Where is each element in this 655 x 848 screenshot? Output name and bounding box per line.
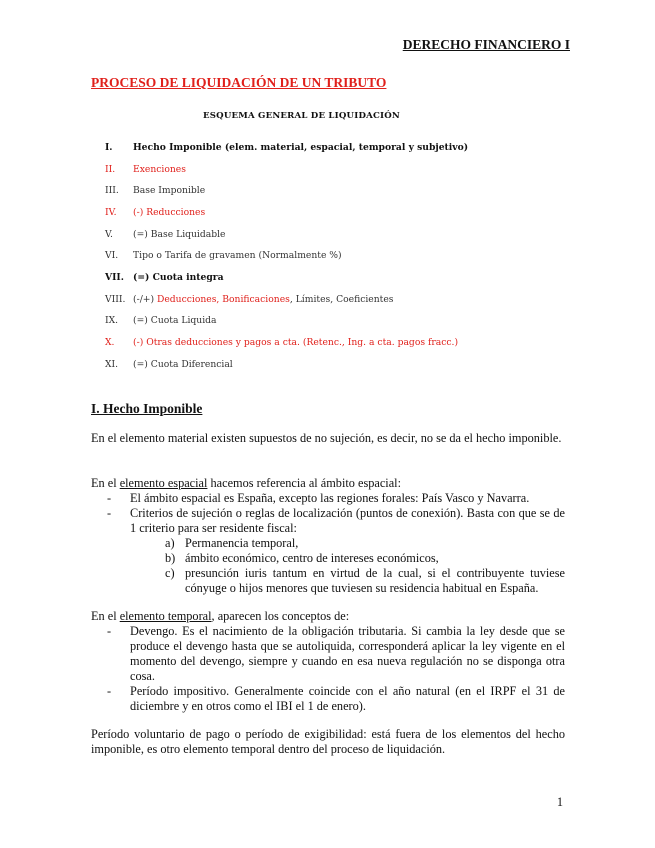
dash-marker: - bbox=[107, 684, 112, 698]
scheme-row-text: Tipo o Tarifa de gravamen (Normalmente %) bbox=[133, 250, 342, 261]
bullet-text: Criterios de sujeción o reglas de localización (puntos de conexión). Basta con que se de 1 criterio para ser residente fiscal: bbox=[130, 506, 565, 535]
scheme-row-num: VI. bbox=[105, 250, 119, 261]
paragraph-pre: En el bbox=[91, 476, 120, 490]
term-elemento-espacial: elemento espacial bbox=[119, 476, 208, 490]
scheme-row-num: VIII. bbox=[105, 294, 126, 305]
scheme-row-text-c: , Límites, Coeficientes bbox=[289, 294, 394, 305]
term-elemento-temporal: elemento temporal bbox=[119, 609, 212, 623]
section-heading: I. Hecho Imponible bbox=[91, 401, 203, 416]
scheme-row-num: IX. bbox=[105, 315, 119, 326]
bullet-text: El ámbito espacial es España, excepto las regiones forales: País Vasco y Navarra. bbox=[130, 491, 530, 505]
dash-marker: - bbox=[107, 624, 112, 638]
scheme-row-num: XI. bbox=[105, 359, 119, 370]
paragraph-material: En el elemento material existen supuestos de no sujeción, es decir, no se da el hecho imponible. bbox=[91, 431, 562, 445]
scheme-row-text: Base Imponible bbox=[133, 185, 206, 196]
scheme-row-num: IV. bbox=[105, 207, 117, 218]
sub-letter: a) bbox=[165, 536, 175, 550]
scheme-row-text bbox=[133, 294, 393, 305]
paragraph-post: , aparecen los conceptos de: bbox=[211, 609, 350, 623]
scheme-row-text: Hecho Imponible (elem. material, espacial, temporal y subjetivo) bbox=[133, 142, 469, 153]
sub-text: Permanencia temporal, bbox=[185, 536, 299, 550]
scheme-row-text-b: Deducciones, Bonificaciones bbox=[157, 294, 290, 305]
document-title: PROCESO DE LIQUIDACIÓN DE UN TRIBUTO bbox=[91, 75, 387, 90]
scheme-row-text-a: (-/+) bbox=[133, 294, 157, 305]
sub-text: ámbito económico, centro de intereses económicos, bbox=[185, 551, 439, 565]
page-number: 1 bbox=[556, 795, 563, 809]
paragraph-periodo-voluntario: Período voluntario de pago o período de exigibilidad: está fuera de los elementos del hecho imponible, es otro elemento temporal dentro del proceso de liquidación. bbox=[91, 727, 565, 756]
sub-letter: c) bbox=[165, 566, 175, 580]
paragraph-espacial bbox=[91, 476, 565, 491]
scheme-row-text: (=) Cuota Diferencial bbox=[133, 359, 233, 370]
dash-marker: - bbox=[107, 506, 112, 520]
scheme-row-num: VII. bbox=[105, 272, 124, 283]
document-header: DERECHO FINANCIERO I bbox=[402, 37, 570, 52]
scheme-title: ESQUEMA GENERAL DE LIQUIDACIÓN bbox=[203, 111, 400, 121]
dash-marker: - bbox=[107, 491, 112, 505]
scheme-row-text: (=) Cuota integra bbox=[133, 272, 224, 283]
scheme-row-num: V. bbox=[105, 229, 113, 240]
paragraph-temporal bbox=[91, 609, 565, 624]
paragraph-post: hacemos referencia al ámbito espacial: bbox=[207, 476, 402, 490]
sub-letter: b) bbox=[165, 551, 176, 565]
scheme-row-text: (-) Otras deducciones y pagos a cta. (Retenc., Ing. a cta. pagos fracc.) bbox=[133, 337, 459, 348]
scheme-row-text: Exenciones bbox=[133, 164, 186, 175]
bullet-text: Devengo. Es el nacimiento de la obligación tributaria. Si cambia la ley desde que se produce el devengo hasta que se autoliquida, corresponderá aplicar la ley vigente en el momento del devengo, siempre y cuando en esa nueva regulación no se disponga otra cosa. bbox=[130, 624, 565, 683]
scheme-row-text: (=) Base Liquidable bbox=[133, 229, 226, 240]
scheme-row-num: I. bbox=[105, 142, 113, 153]
scheme-row-text: (=) Cuota Liquida bbox=[133, 315, 217, 326]
scheme-row-num: III. bbox=[105, 185, 119, 196]
scheme-row-num: X. bbox=[105, 337, 115, 348]
bullet-text: Período impositivo. Generalmente coincide con el año natural (en el IRPF el 31 de diciembre y en otros como el IBI el 1 de enero). bbox=[130, 684, 565, 713]
paragraph-pre: En el bbox=[91, 609, 120, 623]
scheme-row-text: (-) Reducciones bbox=[133, 207, 206, 218]
sub-text: presunción iuris tantum en virtud de la cual, si el contribuyente tuviese cónyuge o hijos menores que tuviesen su residencia habitual en España. bbox=[185, 566, 565, 595]
scheme-row-num: II. bbox=[105, 164, 116, 175]
